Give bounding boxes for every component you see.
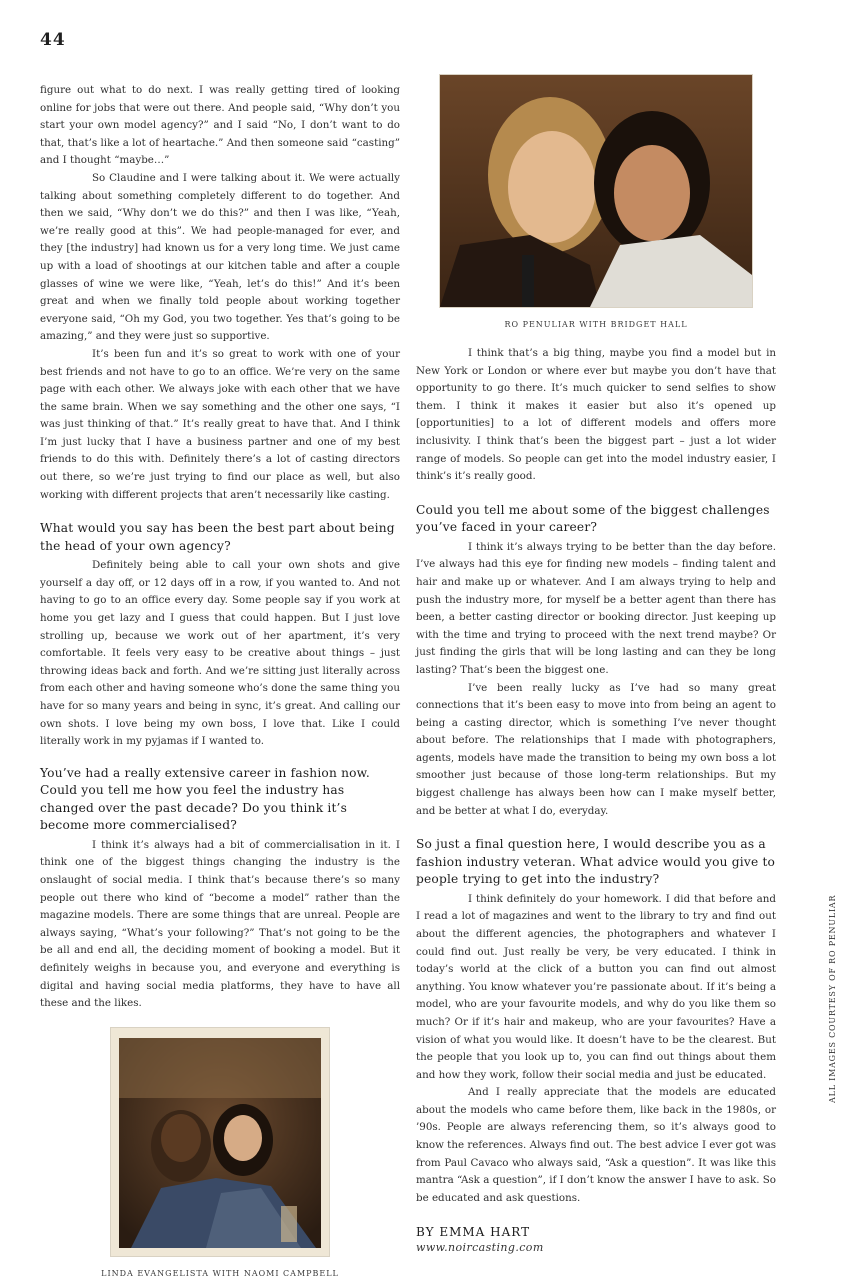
body-paragraph: I think it’s always trying to be better than the day before. I’ve always had this eye for finding new models – finding talent and hair and make up or whatever. And I am always trying to help and push the industry more, for myself be a better agent than there has been, a better casting director or booking director. Just keeping up with the time and trying to proceed with the next trend maybe? Or just finding the girls that will be long lasting and can they be long lasting? That’s been the biggest one. xyxy=(416,540,776,676)
photo-caption: LINDA EVANGELISTA WITH NAOMI CAMPBELL xyxy=(101,1268,339,1278)
website-link[interactable]: www.noircasting.com xyxy=(416,1241,544,1255)
image-credit: ALL IMAGES COURTESY OF RO PENULIAR xyxy=(828,894,837,1103)
body-paragraph: figure out what to do next. I was really getting tired of looking online for jobs that were out there. And people said, “Why don’t you start your own model agency?” and I said “No, I don’t want to do that, that’s like a lot of heartache.” And then someone said “casting” and I thought “maybe…” xyxy=(40,84,400,167)
photo-caption: RO PENULIAR WITH BRIDGET HALL xyxy=(504,320,688,329)
photo-linda-naomi xyxy=(110,1027,330,1257)
left-column xyxy=(40,82,400,1278)
body-paragraph: I think that’s a big thing, maybe you find a model but in New York or London or where ever but maybe you don’t have that opportunity to go there. It’s much quicker to send selfies to show them. I think it makes it easier but also it’s opened up [opportunities] to a lot of different models and offers more inclusivity. I think that’s been the biggest part – just a lot wider range of models. So people can get into the model industry easier, I think’s it’s really good. xyxy=(416,347,776,483)
body-paragraph: I’ve been really lucky as I’ve had so many great connections that it’s been easy to move into from being an agent to being a casting director, which is something I’ve never thought about before. The relationships that I made with photographers, agents, models have made the transition to being my own boss a lot smoother just because of those long-term relationships. But my biggest challenge has always been how can I make myself better, and be better at what I do, everyday. xyxy=(416,681,776,817)
polaroid-image xyxy=(111,1028,329,1256)
interview-question: So just a final question here, I would describe you as a fashion industry veteran. What advice would you give to people trying to get into the industry? xyxy=(416,837,776,887)
body-paragraph: I think definitely do your homework. I did that before and I read a lot of magazines and went to the library to try and find out about the different agencies, the photographers and whatever I could find out. Just really be very, be very educated. I think in today’s world at the click of a button you can find out almost anything. You know whatever you’re passionate about. If it’s being a model, who are your favourite models, and why do you like them so much? Or if it’s hair and makeup, who are your favourites? Have a vision of what you would like. It doesn’t have to be the clearest. But the people that you look up to, you can find out things about them and how they work, follow their social media and just be educated. xyxy=(416,892,776,1081)
right-column xyxy=(416,74,776,1254)
author-byline: BY EMMA HART xyxy=(416,1225,531,1240)
page-number: 44 xyxy=(40,30,66,50)
body-paragraph: So Claudine and I were talking about it. We were actually talking about something completely different to do together. And then we said, “Why don’t we do this?” and then I was like, “Yeah, we’re really good at this”. We had people-managed for ever, and they [the industry] had known us for a very long time. We just came up with a load of shootings at our kitchen table and after a couple glasses of wine we were like, “Yeah, let’s do this!” And it’s been great and when we finally told people about working together everyone said, “Oh my God, you two together. Yes that’s going to be amazing,” and they were just so supportive. xyxy=(40,171,400,343)
interview-question: What would you say has been the best part about being the head of your own agency? xyxy=(40,521,395,553)
photo-ro-bridget xyxy=(439,74,753,308)
body-paragraph: And I really appreciate that the models are educated about the models who came before them, like back in the 1980s, or ’90s. People are always referencing them, so it’s always good to know the references. Always find out. The best advice I ever got was from Paul Cavaco who always said, “Ask a question”. It was like this mantra “Ask a question”, if I don’t know the answer I have to ask. So be educated and ask questions. xyxy=(416,1086,776,1204)
body-paragraph: I think it’s always had a bit of commercialisation in it. I think one of the biggest things changing the industry is the onslaught of social media. I think that’s because there’s so many people out there who kind of “become a model” rather than the magazine models. There are some things that are unreal. People are always saying, “What’s your following?” That’s not going to be the be all and end all, the deciding moment of booking a model. But it definitely weighs in because you, and everyone and everything is digital and having social media platforms, they have to have all these and the likes. xyxy=(40,838,400,1010)
interview-question: Could you tell me about some of the biggest challenges you’ve faced in your career? xyxy=(416,502,770,535)
body-paragraph: It’s been fun and it’s so great to work with one of your best friends and not have to go to an office. We’re very on the same page with each other. We always joke with each other that we have the same brain. When we say something and the other one says, “I was just thinking of that.” It’s really great to have that. And I think I’m just lucky that I have a business partner and one of my best friends to do this with. Definitely there’s a lot of casting directors out there, so we’re just trying to find our place as well, but also working with different projects that aren’t necessarily like casting. xyxy=(40,347,400,501)
body-paragraph: Definitely being able to call your own shots and give yourself a day off, or 12 days off in a row, if you wanted to. And not having to go to an office every day. Some people say if you work at home you get lazy and I guess that could happen. But I just love strolling up, because we work out of her apartment, it’s very comfortable. It feels very easy to be creative about things – just throwing ideas back and forth. And we’re sitting just literally across from each other and having someone who’s done the same thing you have for so many years and being in sync, it’s great. And calling our own shots. I love being my own boss, I love that. Like I could literally work in my pyjamas if I wanted to. xyxy=(40,559,400,748)
interview-question: You’ve had a really extensive career in fashion now. Could you tell me how you feel the industry has changed over the past decade? Do you think it’s become more commercialised? xyxy=(40,765,370,833)
polaroid-image xyxy=(440,75,752,307)
